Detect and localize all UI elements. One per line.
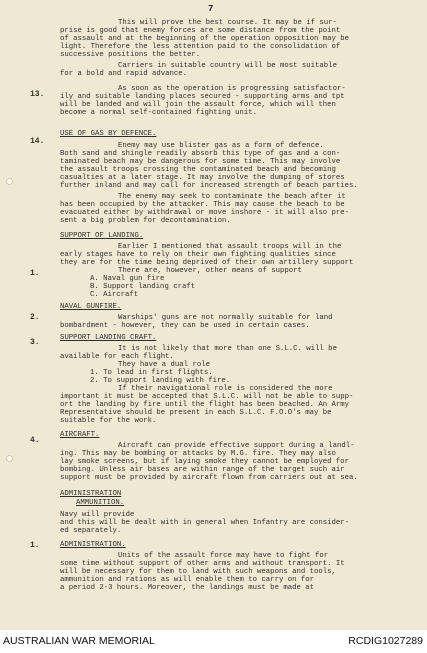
record-id: RCDIG1027289	[348, 635, 423, 647]
body-line: Earlier I mentioned that assault troops will in the	[118, 243, 342, 251]
paragraph-number: 2.	[30, 313, 40, 322]
punch-hole	[6, 178, 13, 185]
body-line: taminated beach may be dangerous for some time. This may involve	[60, 158, 341, 166]
paragraph-number: 1.	[30, 269, 40, 278]
body-line: Carriers in suitable country will be most suitable	[118, 62, 337, 70]
section-heading-aircraft: AIRCRAFT.	[60, 431, 100, 439]
paragraph-number: 14.	[30, 137, 45, 146]
body-line: ammunition and rations as will enable them to carry on for	[60, 576, 314, 584]
body-line: available for each flight.	[60, 353, 174, 361]
body-line: they are for the time being deprived of their own artillery support	[60, 259, 354, 267]
paragraph-number: 3.	[30, 338, 40, 347]
body-line: Navy will provide	[60, 511, 135, 519]
section-heading-administration: ADMINISTRATION.	[60, 541, 126, 549]
body-line: of assault and at the beginning of the operation opposition may be	[60, 35, 350, 43]
list-item: A. Naval gun fire	[90, 275, 165, 283]
paragraph-number: 13.	[30, 90, 45, 99]
body-line: The enemy may seek to contaminate the beach after it	[118, 193, 346, 201]
body-line: Aircraft can provide effective support during a landl-	[118, 442, 355, 450]
body-line: This will prove the best course. It may be if sur-	[118, 19, 337, 27]
body-line: become a normal self-contained fighting unit.	[60, 109, 258, 117]
body-line: There are, however, other means of support	[118, 267, 302, 275]
page-number: 7	[208, 4, 214, 14]
section-heading-slc: SUPPORT LANDING CRAFT.	[60, 334, 157, 342]
body-line: support must be provided by aircraft flown from carriers out at sea.	[60, 474, 358, 482]
body-line: light. Therefore the less attention paid to the consolidation of	[60, 43, 341, 51]
body-line: successive positions the better.	[60, 51, 201, 59]
body-line: sent a big problem for decontamination.	[60, 217, 231, 225]
body-line: It is not likely that more than one S.L.C. will be	[118, 345, 337, 353]
list-item: 1. To lead in first flights.	[90, 369, 213, 377]
body-line: ort the landing by fire until the flight has been beached. An Army	[60, 401, 350, 409]
body-line: Both sand and shingle readily absorb this type of gas and a con-	[60, 150, 341, 158]
body-line: important it must be accepted that S.L.C. will not be able to supp-	[60, 393, 354, 401]
punch-hole	[6, 455, 13, 462]
section-heading-support: SUPPORT OF LANDING.	[60, 232, 144, 240]
body-line: They have a dual role	[118, 361, 210, 369]
section-heading-gas: USE OF GAS BY DEFENCE.	[60, 130, 157, 138]
body-line: will be necessary for them to land with such weapons and tools,	[60, 568, 336, 576]
institution-name: AUSTRALIAN WAR MEMORIAL	[3, 635, 155, 647]
body-line: Units of the assault force may have to fight for	[118, 552, 329, 560]
body-line: Enemy may use blister gas as a form of defence.	[118, 142, 324, 150]
section-heading-admin: ADMINISTRATION	[60, 490, 122, 498]
body-line: will be landed and will join the assault force, which will then	[60, 101, 336, 109]
body-line: some time without support of other arms and without transport. It	[60, 560, 345, 568]
paragraph-number: 4.	[30, 436, 40, 445]
body-line: bombing. Unless air bases are within range of the target such air	[60, 466, 345, 474]
body-line: has been occupied by the attacker. This may cause the beach to be	[60, 201, 345, 209]
body-line: early stages have to rely on their own fighting qualities since	[60, 251, 336, 259]
body-line: and this will be dealt with in general when Infantry are consider-	[60, 519, 350, 527]
body-line: casualties at a later stage. It may involve the dumping of stores	[60, 174, 345, 182]
body-line: lay smoke screens, but if laying smoke they cannot be employed for	[60, 458, 350, 466]
body-line: Warships' guns are not normally suitable for land	[118, 314, 333, 322]
list-item: C. Aircraft	[90, 291, 139, 299]
body-line: evacuated either by withdrawal or move inshore - it will also pre-	[60, 209, 350, 217]
body-line: ing. This may be bombing or attacks by M.G. fire. They may also	[60, 450, 336, 458]
section-heading-naval: NAVAL GUNFIRE.	[60, 303, 122, 311]
body-line: a period 2-3 hours. Moreover, the landings must be made at	[60, 584, 314, 592]
body-line: prise is good that enemy forces are some distance from the point	[60, 27, 341, 35]
body-line: further inland and may call for increased strength of beach parties.	[60, 182, 358, 190]
body-line: suitable for the work.	[60, 417, 157, 425]
paragraph-number: 1.	[30, 541, 40, 550]
body-line: bombardment - however, they can be used in certain cases.	[60, 322, 310, 330]
body-line: Representative should be present in each S.L.C. F.O.O's may be	[60, 409, 332, 417]
body-line: If their navigational role is considered the more	[118, 385, 333, 393]
archive-footer	[0, 630, 427, 653]
body-line: the assault troops crossing the contaminated beach and becoming	[60, 166, 336, 174]
section-heading-ammunition: AMMUNITION.	[76, 499, 125, 507]
list-item: B. Support landing craft	[90, 283, 196, 291]
body-line: As soon as the operation is progressing satisfactor-	[118, 85, 346, 93]
body-line: ily and suitable landing places secured - supporting arms and tpt	[60, 93, 345, 101]
list-item: 2. To support landing with fire.	[90, 377, 231, 385]
body-line: for a bold and rapid advance.	[60, 70, 187, 78]
body-line: ed separately.	[60, 527, 122, 535]
